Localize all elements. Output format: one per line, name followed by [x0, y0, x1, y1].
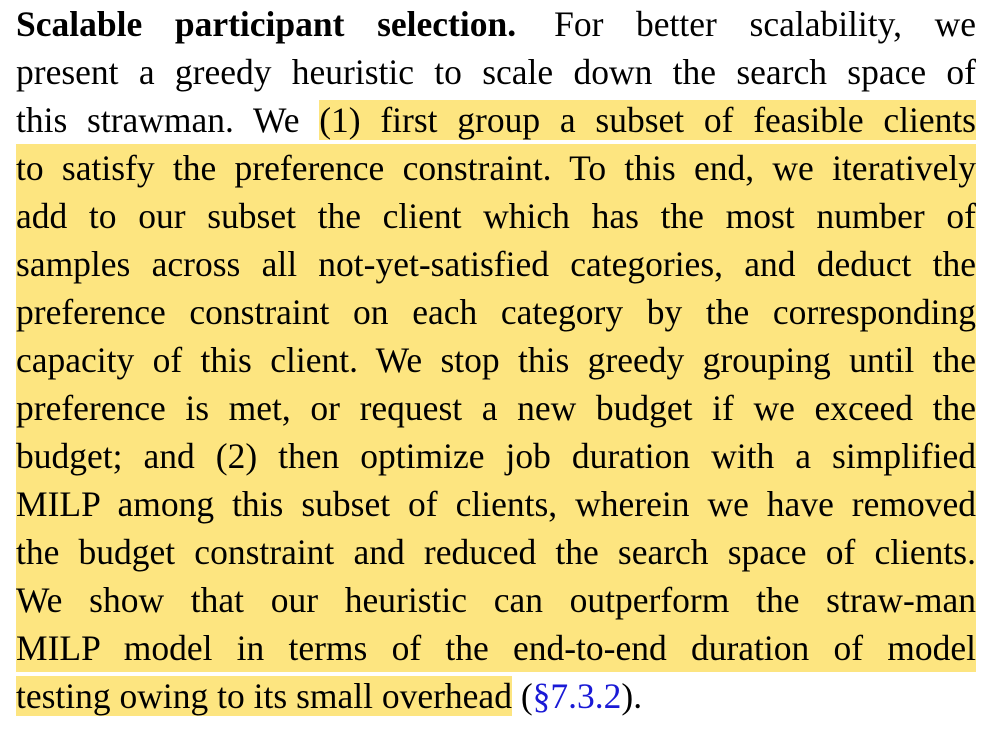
line-14-highlight: MILP model in terms of the end-to-end duration of model — [16, 628, 976, 668]
text-line-3 — [16, 96, 976, 144]
text-line-5 — [16, 192, 976, 240]
text-line-4 — [16, 144, 976, 192]
text-line-1 — [16, 0, 976, 48]
line-15-highlight: testing owing to its small overhead — [16, 676, 512, 716]
text-line-15 — [16, 672, 976, 720]
line-4-highlight: to satisfy the preference constraint. To this end, we iteratively — [16, 148, 976, 188]
line-7-highlight: preference constraint on each category by the corresponding — [16, 292, 976, 332]
line-9-highlight: preference is met, or request a new budget if we exceed the — [16, 388, 976, 428]
line-10-highlight: budget; and (2) then optimize job duration with a simplified — [16, 436, 976, 476]
text-line-9 — [16, 384, 976, 432]
text-line-2 — [16, 48, 976, 96]
line-5-highlight: add to our subset the client which has the most number of — [16, 196, 976, 236]
text-line-14 — [16, 624, 976, 672]
text-line-7 — [16, 288, 976, 336]
line-6-highlight: samples across all not-yet-satisfied categories, and deduct the — [16, 244, 976, 284]
section-reference-link[interactable]: §7.3.2 — [532, 676, 622, 716]
line-12-highlight: the budget constraint and reduced the search space of clients. — [16, 532, 976, 572]
text-line-6 — [16, 240, 976, 288]
line-11-highlight: MILP among this subset of clients, wherein we have removed — [16, 484, 976, 524]
line-2-text: present a greedy heuristic to scale down the search space of — [16, 52, 976, 92]
line-8-highlight: capacity of this client. We stop this greedy grouping until the — [16, 340, 976, 380]
text-line-13 — [16, 576, 976, 624]
reference-close: ). — [621, 676, 643, 716]
line-1-text: For better scalability, we — [554, 4, 976, 44]
text-line-11 — [16, 480, 976, 528]
text-line-8 — [16, 336, 976, 384]
reference-open-paren: ( — [511, 676, 533, 716]
line-13-highlight: We show that our heuristic can outperform the straw-man — [16, 580, 976, 620]
paragraph-heading: Scalable participant selection. — [16, 4, 517, 44]
text-line-10 — [16, 432, 976, 480]
line-3-plain: this strawman. We — [16, 100, 320, 140]
text-line-12 — [16, 528, 976, 576]
line-3-highlight: (1) first group a subset of feasible clients — [319, 100, 976, 140]
